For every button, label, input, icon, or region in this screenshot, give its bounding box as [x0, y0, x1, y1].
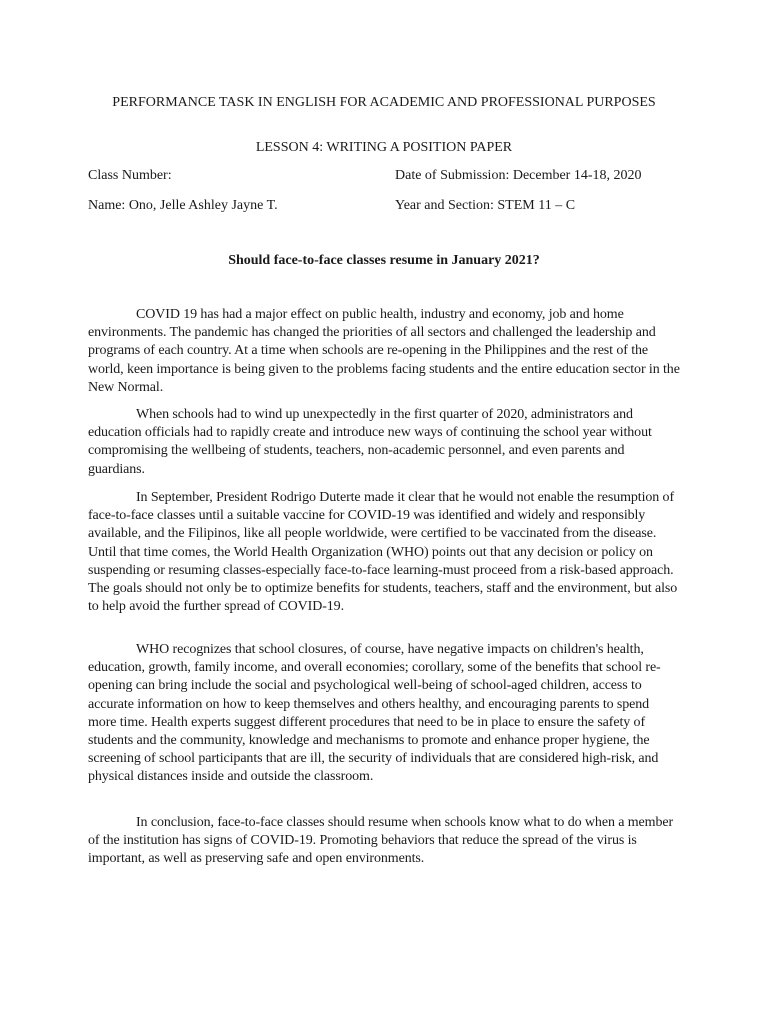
paragraph-3: In September, President Rodrigo Duterte made it clear that he would not enable the resumption of face-to-face classes until a suitable vaccine for COVID-19 was identified and widely and responsibly available, and the Filipinos, like all people worldwide, were certified to be vaccinated from the disease. Until that time comes, the World Health Organization (WHO) points out that any decision or policy on suspending or resuming classes-especially face-to-face learning-must proceed from a risk-based approach. The goals should not only be to optimize benefits for students, teachers, staff and the environment, but also to help avoid the further spread of COVID-19.: [88, 490, 678, 615]
lesson-title: LESSON 4: WRITING A POSITION PAPER: [255, 140, 513, 155]
year-and-section: Year and Section: STEM 11 – C: [395, 198, 576, 213]
position-question: Should face-to-face classes resume in January 2021?: [228, 253, 540, 268]
paragraph-4: WHO recognizes that school closures, of course, have negative impacts on children's health, education, growth, family income, and overall economies; corollary, some of the benefits that school re-opening can bring include the social and psychological well-being of school-aged children, access to accurate information on how to keep themselves and others healthy, and encouraging parents to spend more time. Health experts suggest different procedures that need to be in place to ensure the safety of students and the community, knowledge and mechanisms to promote and enhance proper hygiene, the screening of school participants that are ill, the security of individuals that are considered high-risk, and physical distances inside and outside the classroom.: [88, 642, 661, 785]
paragraph-1: COVID 19 has had a major effect on public health, industry and economy, job and home environments. The pandemic has changed the priorities of all sectors and challenged the leadership and programs of each country. At a time when schools are re-opening in the Philippines and the rest of the world, keen importance is being given to the problems facing students and the entire education sector in the New Normal.: [88, 307, 680, 395]
paragraph-2: When schools had to wind up unexpectedly in the first quarter of 2020, administrators and education officials had to rapidly create and introduce new ways of continuing the school year without compromising the wellbeing of students, teachers, non-academic personnel, and even parents and guardians.: [88, 407, 652, 477]
submission-date: Date of Submission: December 14-18, 2020: [395, 168, 642, 183]
class-number-label: Class Number:: [88, 168, 172, 183]
paragraph-5: In conclusion, face-to-face classes should resume when schools know what to do when a member of the institution has signs of COVID-19. Promoting behaviors that reduce the spread of the virus is important, as well as preserving safe and open environments.: [88, 815, 674, 867]
student-name: Name: Ono, Jelle Ashley Jayne T.: [88, 198, 278, 213]
document-title: PERFORMANCE TASK IN ENGLISH FOR ACADEMIC AND PROFESSIONAL PURPOSES: [112, 95, 656, 110]
